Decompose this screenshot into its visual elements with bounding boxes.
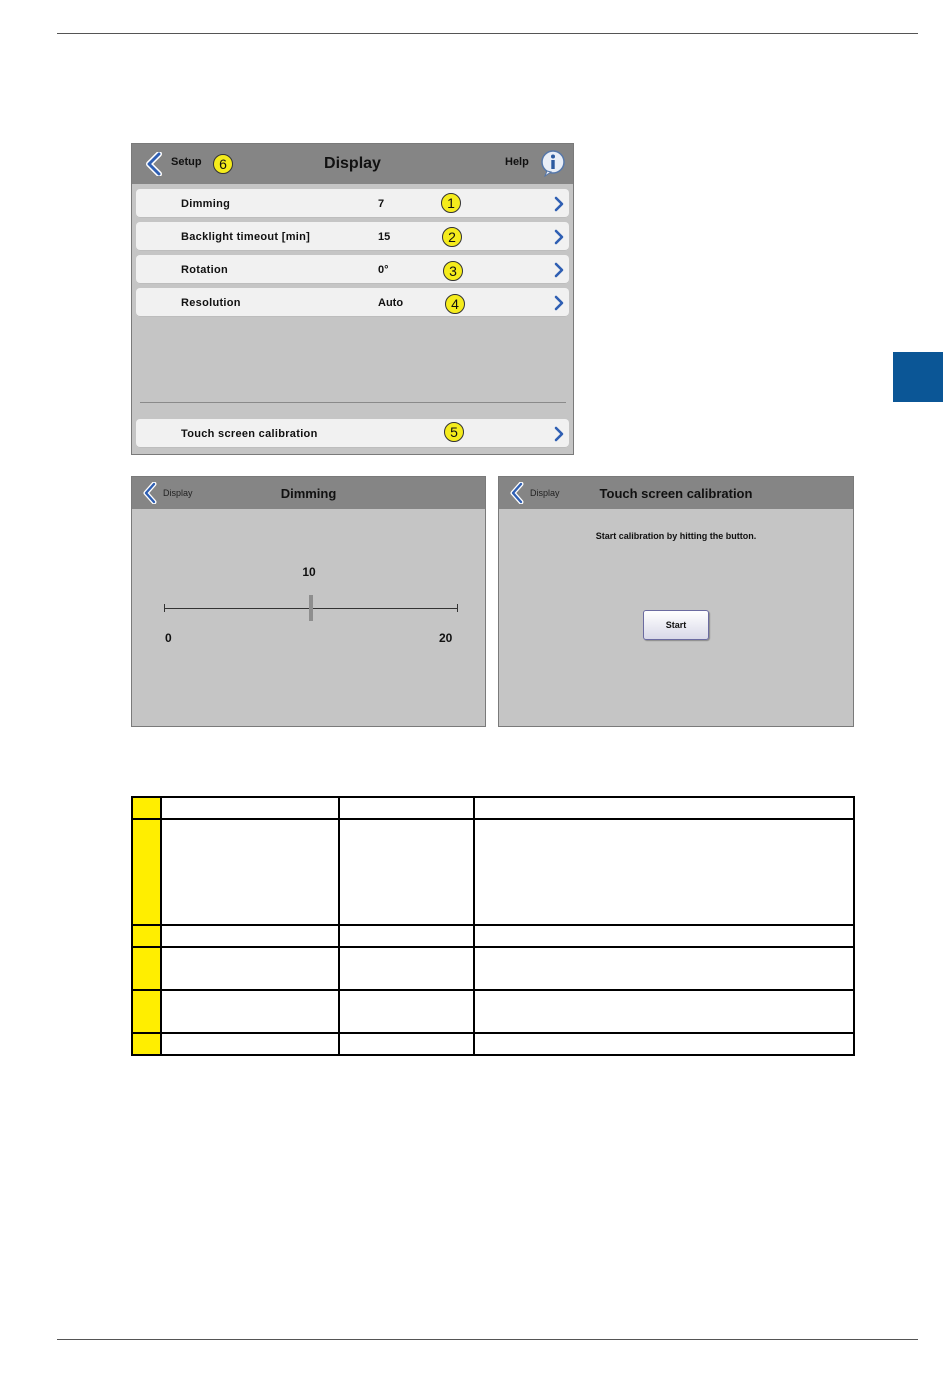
table-cell: [339, 1033, 474, 1055]
display-back-button[interactable]: Display: [530, 488, 560, 498]
settings-row-touch-calibration[interactable]: [136, 419, 569, 448]
slider-thumb[interactable]: [309, 595, 313, 621]
table-row: [132, 990, 854, 1033]
table-row: [132, 925, 854, 947]
slider-max-label: 20: [439, 631, 453, 645]
slider-start-tick: [164, 604, 165, 612]
start-calibration-button[interactable]: Start: [643, 610, 709, 640]
table-cell: [132, 1033, 161, 1055]
callout-badge-5: 5: [444, 422, 464, 442]
table-cell: [474, 947, 854, 990]
table-cell: [161, 925, 339, 947]
callout-badge-6: 6: [213, 154, 233, 174]
help-button[interactable]: Help: [505, 156, 529, 168]
table-cell: [161, 1033, 339, 1055]
section-divider: [140, 402, 566, 403]
chevron-right-icon: [553, 229, 565, 245]
table-cell: [474, 797, 854, 819]
row-label: Backlight timeout [min]: [181, 231, 311, 243]
table-row: [132, 819, 854, 925]
info-icon[interactable]: [539, 149, 567, 177]
display-titlebar: [132, 144, 573, 184]
dimming-titlebar: [132, 477, 485, 509]
callout-badge-3: 3: [443, 261, 463, 281]
chevron-right-icon: [553, 196, 565, 212]
table-cell: [339, 819, 474, 925]
calibration-screen: [498, 476, 854, 727]
chapter-tab: [893, 352, 943, 402]
dimming-screen: [131, 476, 486, 727]
display-title: Display: [324, 155, 381, 172]
table-cell: [161, 797, 339, 819]
slider-min-label: 0: [165, 631, 172, 645]
callout-badge-1: 1: [441, 193, 461, 213]
table-cell: [474, 990, 854, 1033]
chevron-right-icon: [553, 426, 565, 442]
table-cell: [161, 947, 339, 990]
table-cell: [161, 990, 339, 1033]
callout-badge-2: 2: [442, 227, 462, 247]
callout-legend-table: [131, 796, 855, 1056]
setup-back-button[interactable]: Setup: [171, 156, 202, 168]
calibration-titlebar: [499, 477, 853, 509]
table-row: [132, 947, 854, 990]
row-label: Touch screen calibration: [181, 428, 318, 440]
row-label: Resolution: [181, 297, 241, 309]
table-row: [132, 1033, 854, 1055]
table-cell: [474, 819, 854, 925]
table-cell: [132, 947, 161, 990]
slider-end-tick: [457, 604, 458, 612]
table-cell: [339, 797, 474, 819]
table-cell: [132, 990, 161, 1033]
dimming-title: Dimming: [280, 486, 337, 501]
table-cell: [339, 947, 474, 990]
table-cell: [339, 925, 474, 947]
calibration-title: Touch screen calibration: [599, 486, 753, 501]
table-cell: [474, 925, 854, 947]
table-cell: [339, 990, 474, 1033]
settings-row-backlight-timeout[interactable]: [136, 222, 569, 251]
slider-current-value: 10: [302, 565, 316, 579]
table-cell: [474, 1033, 854, 1055]
settings-row-resolution[interactable]: [136, 288, 569, 317]
row-value: 15: [378, 231, 391, 243]
calibration-instruction: Start calibration by hitting the button.: [595, 531, 757, 541]
display-screen: [131, 143, 574, 455]
row-label: Rotation: [181, 264, 229, 276]
settings-row-dimming[interactable]: [136, 189, 569, 218]
table-cell: [161, 819, 339, 925]
row-value: Auto: [378, 297, 404, 309]
row-label: Dimming: [181, 198, 231, 210]
top-rule: [57, 33, 918, 34]
settings-row-rotation[interactable]: [136, 255, 569, 284]
table-cell: [132, 925, 161, 947]
row-value: 7: [378, 198, 385, 210]
chevron-right-icon: [553, 262, 565, 278]
table-row: [132, 797, 854, 819]
row-value: 0°: [378, 264, 389, 276]
table-cell: [132, 819, 161, 925]
callout-badge-4: 4: [445, 294, 465, 314]
chevron-right-icon: [553, 295, 565, 311]
table-cell: [132, 797, 161, 819]
bottom-rule: [57, 1339, 918, 1340]
display-back-button[interactable]: Display: [163, 488, 193, 498]
